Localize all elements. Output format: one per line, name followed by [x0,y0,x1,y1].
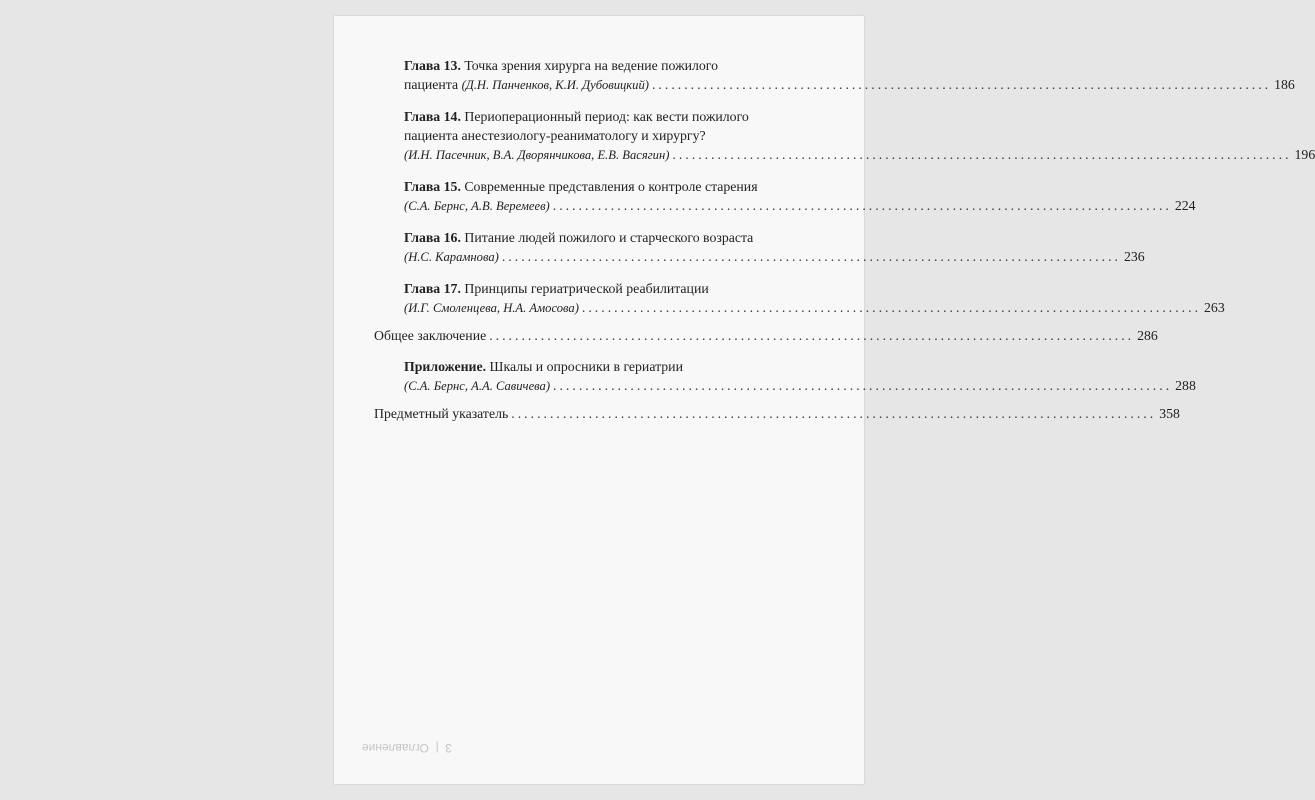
chapter-authors: (Д.Н. Панченков, К.И. Дубовицкий) [461,78,649,92]
toc-entry-general-conclusion [374,326,1158,345]
page-number: 288 [1175,378,1196,393]
chapter-authors: (Н.С. Карамнова) [404,250,499,264]
chapter-title: Питание людей пожилого и старческого возраста [464,230,754,245]
chapter-authors: (С.А. Бернс, А.В. Веремеев) [404,199,550,213]
chapter-title: Современные представления о контроле старения [464,179,758,194]
chapter-label: Глава 14. [404,109,461,124]
table-of-contents [374,56,1315,435]
section-title: Предметный указатель [374,406,509,421]
book-page [334,16,1315,784]
leader-dots: .................................................................................................... [489,328,1135,343]
leader-dots: ................................................................................................ [553,378,1173,393]
page-footer: 3 | Оглавление [362,741,453,755]
toc-entry-appendix [374,357,1196,396]
toc-entry-chapter-14 [374,107,1315,165]
chapter-title-cont: пациента анестезиологу-реаниматологу и хирургу? [404,128,706,143]
toc-entry-chapter-15 [374,177,1196,216]
leader-dots: .................................................................................................... [511,406,1157,421]
chapter-authors: (И.Н. Пасечник, В.А. Дворянчикова, Е.В. Васягин) [404,148,670,162]
leader-dots: ................................................................................................ [581,300,1202,315]
leader-dots: ................................................................................................ [672,147,1292,162]
page-number: 236 [1123,249,1145,264]
chapter-label: Глава 16. [404,230,461,245]
appendix-authors: (С.А. Бернс, А.А. Савичева) [404,379,551,393]
chapter-title: Принципы гериатрической реабилитации [464,281,709,296]
leader-dots: ................................................................................................ [552,198,1172,213]
toc-entry-subject-index [374,404,1180,423]
leader-dots: ................................................................................................ [501,249,1121,264]
chapter-label: Глава 15. [404,179,461,194]
page-number: 286 [1137,328,1158,343]
page-number: 358 [1159,406,1180,421]
footer-page-number: 3 [445,741,453,755]
footer-section: Оглавление [362,741,429,755]
chapter-title-cont: пациента [404,77,459,92]
leader-dots: ................................................................................................ [651,77,1272,92]
page-number: 196 [1294,147,1315,162]
page-number: 263 [1204,300,1225,315]
chapter-label: Глава 17. [404,281,461,296]
section-title: Общее заключение [374,328,487,343]
chapter-authors: (И.Г. Смоленцева, Н.А. Амосова) [404,301,579,315]
chapter-label: Глава 13. [404,58,461,73]
chapter-title: Периоперационный период: как вести пожилого [464,109,749,124]
appendix-title: Шкалы и опросники в гериатрии [489,359,683,374]
toc-entry-chapter-16 [374,228,1145,267]
toc-entry-chapter-17 [374,279,1225,318]
chapter-title: Точка зрения хирурга на ведение пожилого [464,58,719,73]
toc-entry-chapter-13 [374,56,1295,95]
page-number: 186 [1274,77,1295,92]
appendix-label: Приложение. [404,359,487,374]
page-number: 224 [1174,198,1196,213]
